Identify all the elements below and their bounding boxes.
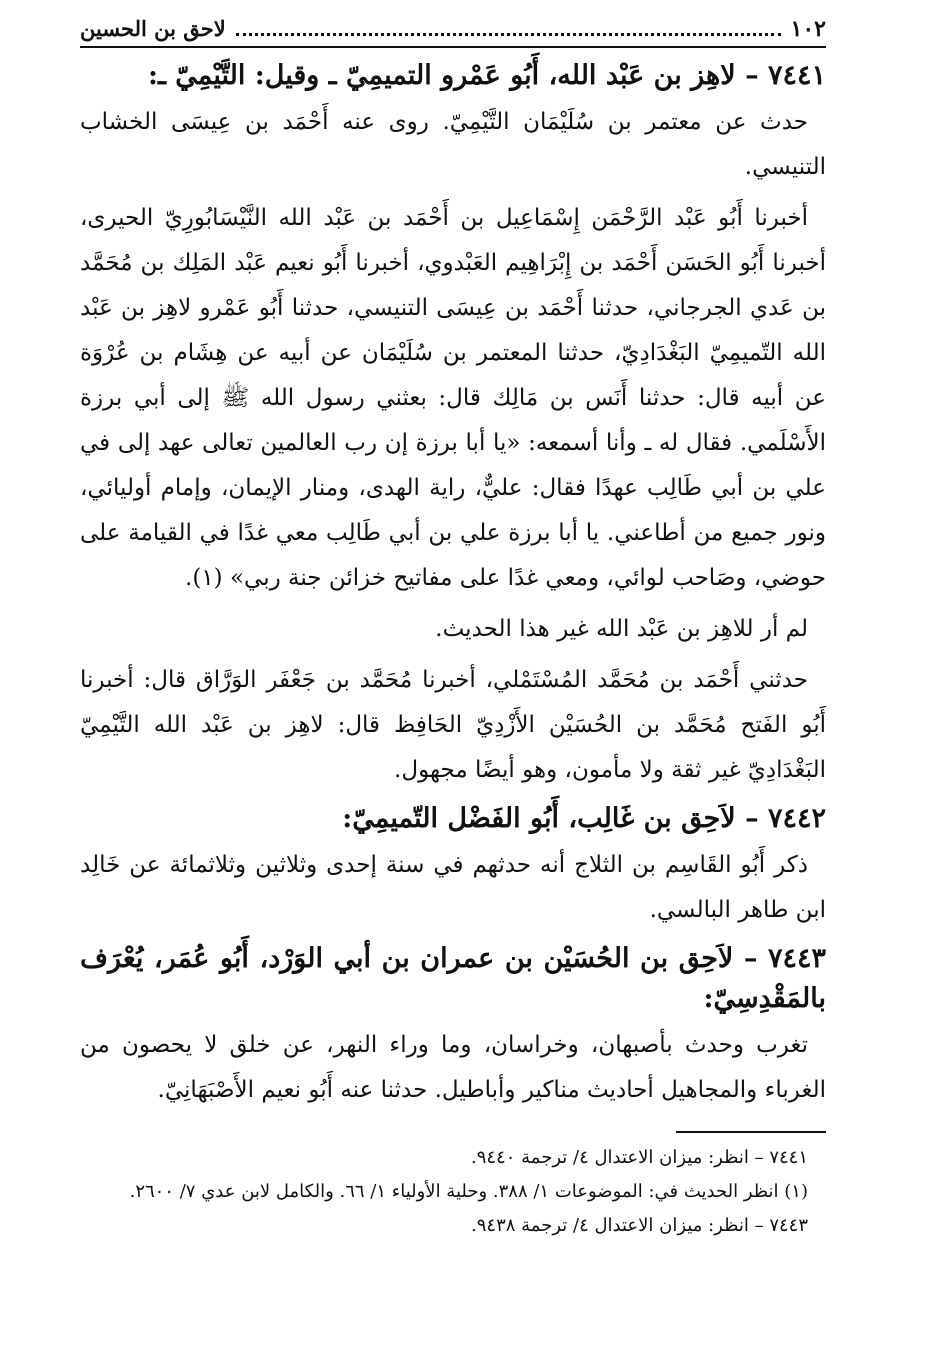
footnote: (١) انظر الحديث في: الموضوعات ١/ ٣٨٨. وحلية الأولياء ١/ ٦٦. والكامل لابن عدي ٧/ ٢٦٠٠. <box>129 1181 808 1202</box>
footnote-divider <box>676 1131 826 1133</box>
entry-heading: ٧٤٤٣ – لاَحِق بن الحُسَيْن بن عمران بن أبي الوَرْد، أَبُو عُمَر، يُعْرَف بالمَقْدِسِيّ: <box>80 943 826 1014</box>
entry-7442 <box>80 799 826 933</box>
footnote: ٧٤٤١ – انظر: ميزان الاعتدال ٤/ ترجمة ٩٤٤٠. <box>471 1147 808 1168</box>
header-dot-leader <box>236 23 781 36</box>
running-title: لاحق بن الحسين <box>80 16 226 41</box>
page-number: ١٠٢ <box>790 16 826 42</box>
footnote: ٧٤٤٣ – انظر: ميزان الاعتدال ٤/ ترجمة ٩٤٣٨. <box>471 1215 808 1236</box>
entry-paragraph: تغرب وحدث بأصبهان، وخراسان، وما وراء النهر، عن خلق لا يحصون من الغرباء والمجاهيل أحاديث مناكير وأباطيل. حدثنا عنه أَبُو نعيم الأَصْبَهَانِيّ. <box>80 1032 826 1103</box>
entry-paragraph: لم أر للاهِز بن عَبْد الله غير هذا الحديث. <box>435 616 808 642</box>
entry-7443 <box>80 939 826 1113</box>
entry-heading: ٧٤٤١ – لاهِز بن عَبْد الله، أَبُو عَمْرو التميمِيّ ـ وقيل: التَّيْمِيّ ـ: <box>147 60 826 91</box>
entry-paragraph: حدثني أَحْمَد بن مُحَمَّد المُسْتَمْلي، أخبرنا مُحَمَّد بن جَعْفَر الوَرَّاق قال: أخبرنا أَبُو الفَتح مُحَمَّد بن الحُسَيْن الأَزْدِيّ الحَافِظ قال: لاهِز بن عَبْد الله التَّيْمِيّ البَغْدَادِيّ غير ثقة ولا مأمون، وهو أيضًا مجهول. <box>80 667 826 783</box>
entry-paragraph: ذكر أَبُو القَاسِم بن الثلاج أنه حدثهم في سنة إحدى وثلاثين وثلاثمائة عن خَالِد ابن طاهر البالسي. <box>80 852 826 923</box>
entry-paragraph: حدث عن معتمر بن سُلَيْمَان التَّيْمِيّ. روى عنه أَحْمَد بن عِيسَى الخشاب التنيسي. <box>80 109 826 180</box>
entry-7441 <box>80 56 826 793</box>
footnotes <box>80 1143 826 1241</box>
entry-paragraph: أخبرنا أَبُو عَبْد الرَّحْمَن إِسْمَاعِيل بن أَحْمَد بن عَبْد الله النَّيْسَابُورِيّ الحيرى، أخبرنا أَبُو الحَسَن أَحْمَد بن إِبْرَاهِيم العَبْدوي، أخبرنا أَبُو نعيم عَبْد المَلِك بن مُحَمَّد بن عَدي الجرجاني، حدثنا أَحْمَد بن عِيسَى التنيسي، حدثنا أَبُو عَمْرو لاهِز بن عَبْد الله التّميمِيّ البَغْدَادِيّ، حدثنا المعتمر بن سُلَيْمَان عن أبيه عن هِشَام بن عُرْوَة عن أبيه قال: حدثنا أَنَس بن مَالِك قال: بعثني رسول الله ﷺ إلى أبي برزة الأَسْلَمي. فقال له ـ وأنا أسمعه: «يا أبا برزة إن رب العالمين تعالى عهد إلى في علي بن أبي طَالِب عهدًا فقال: عليٌّ، راية الهدى، ومنار الإيمان، وإمام أوليائي، ونور جميع من أطاعني. يا أبا برزة علي بن أبي طَالِب معي غدًا في القيامة على حوضي، وصَاحب لوائي، ومعي غدًا على مفاتيح خزائن جنة ربي» (١). <box>80 205 826 591</box>
running-header <box>80 16 826 48</box>
entry-heading: ٧٤٤٢ – لاَحِق بن غَالِب، أَبُو الفَضْل التّميمِيّ: <box>342 803 826 834</box>
